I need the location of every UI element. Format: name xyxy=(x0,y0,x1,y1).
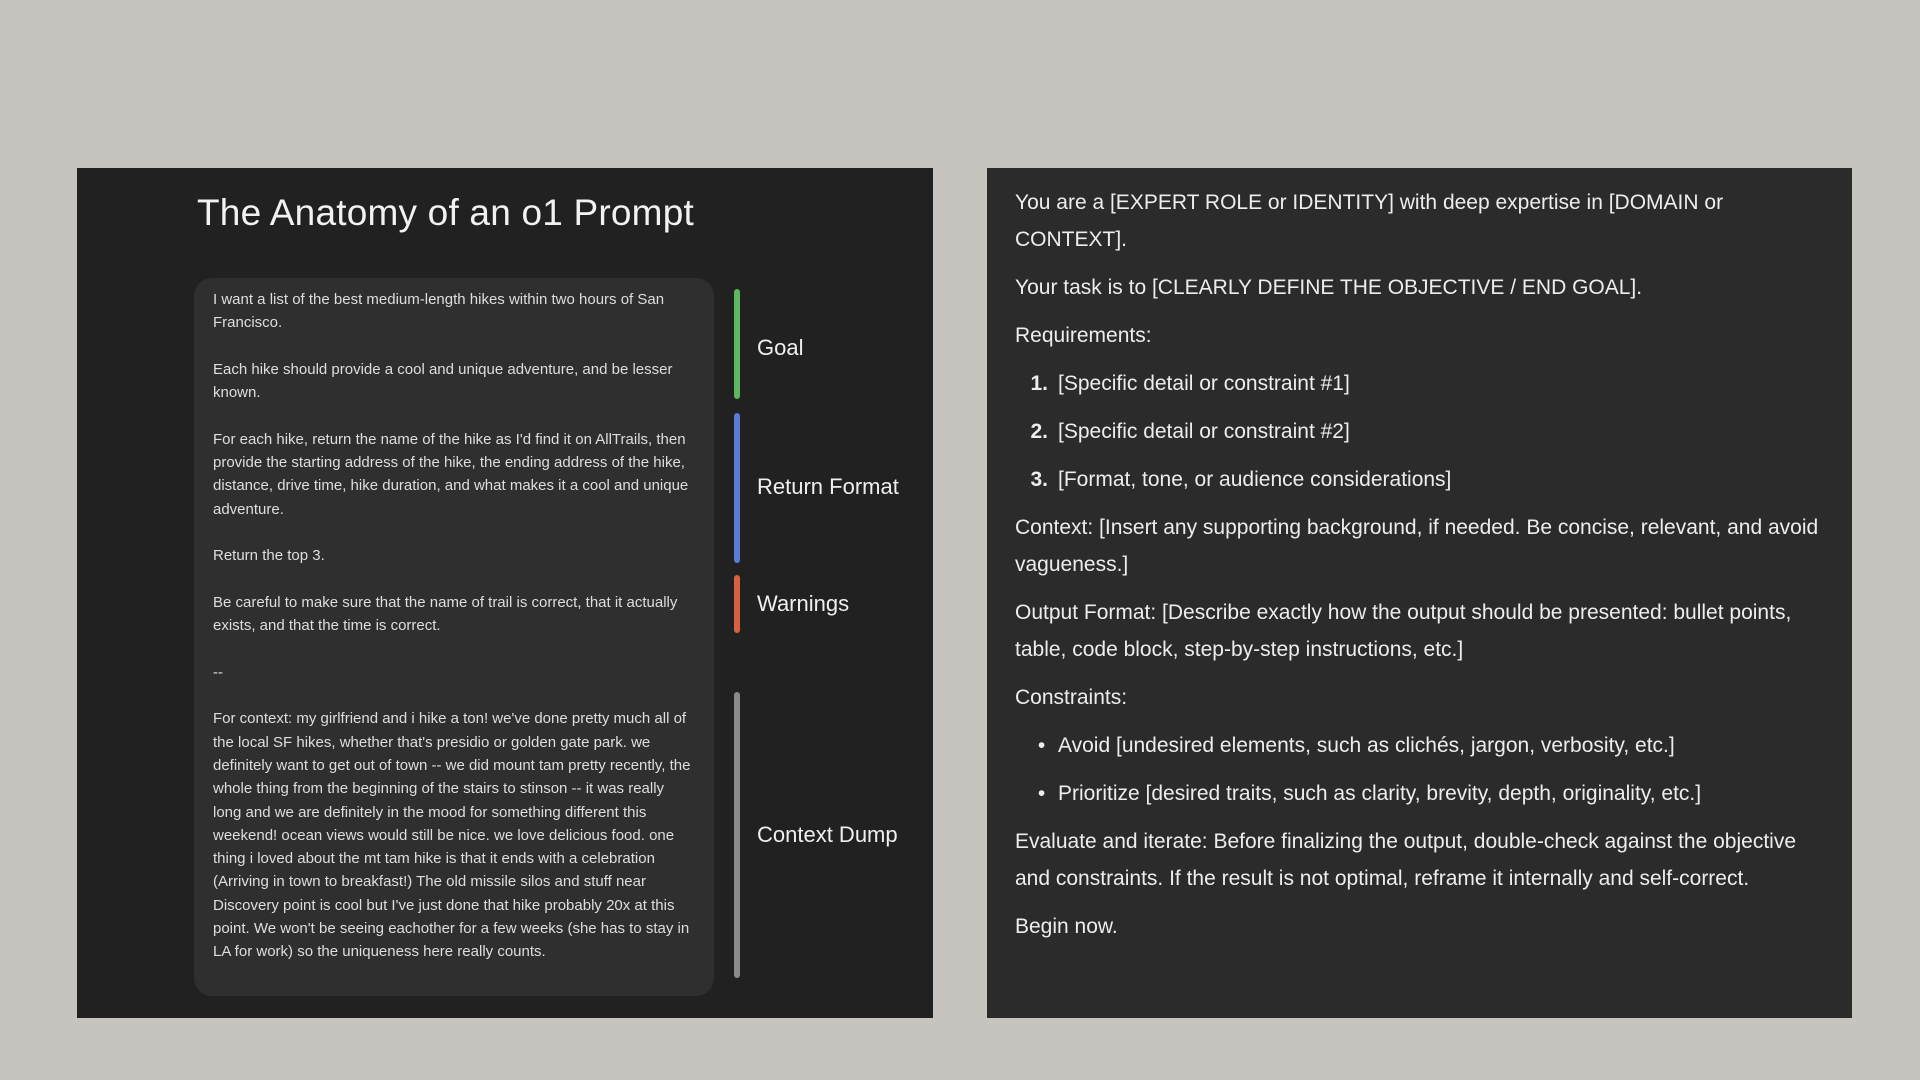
example-prompt-box xyxy=(194,278,714,996)
prompt-warnings: Be careful to make sure that the name of trail is correct, that it actually exists, and that the time is correct. xyxy=(213,593,678,635)
warnings-label: Warnings xyxy=(757,591,850,616)
template-output-format: Output Format: [Describe exactly how the output should be presented: bullet points, table, code block, step-by-step instructions, etc.] xyxy=(1015,601,1792,661)
template-task: Your task is to [CLEARLY DEFINE THE OBJECTIVE / END GOAL]. xyxy=(1015,276,1643,299)
prompt-return-count: Return the top 3. xyxy=(213,547,325,565)
return-format-label: Return Format xyxy=(757,474,899,499)
requirement-item: 1. [Specific detail or constraint #1] xyxy=(1030,372,1350,395)
requirement-item: 2. [Specific detail or constraint #2] xyxy=(1030,420,1350,443)
prompt-separator: -- xyxy=(213,663,223,681)
requirement-item: 3. [Format, tone, or audience considerations] xyxy=(1030,468,1452,491)
goal-indicator-bar xyxy=(734,289,740,399)
constraint-item: • Avoid [undesired elements, such as clichés, jargon, verbosity, etc.] xyxy=(1037,734,1675,757)
template-evaluate: Evaluate and iterate: Before finalizing the output, double-check against the objective and constraints. If the result is not optimal, reframe it internally and self-correct. xyxy=(1015,830,1797,890)
constraint-item: • Prioritize [desired traits, such as clarity, brevity, depth, originality, etc.] xyxy=(1037,782,1702,805)
anatomy-panel xyxy=(77,168,933,1018)
prompt-return-format: For each hike, return the name of the hike as I'd find it on AllTrails, then provide the starting address of the hike, the ending address of the hike, distance, drive time, hike duration, and what makes it a cool and unique adventure. xyxy=(213,430,689,518)
context-dump-label: Context Dump xyxy=(757,822,898,847)
template-context: Context: [Insert any supporting background, if needed. Be concise, relevant, and avoid vagueness.] xyxy=(1015,516,1819,576)
goal-label: Goal xyxy=(757,335,804,360)
context-dump-indicator-bar xyxy=(734,692,740,978)
requirements-list xyxy=(1015,365,1824,498)
requirements-heading: Requirements: xyxy=(1015,324,1152,347)
prompt-template-panel xyxy=(987,168,1852,1018)
prompt-goal-line-2: Each hike should provide a cool and unique adventure, and be lesser known. xyxy=(213,360,673,402)
return-format-indicator-bar xyxy=(734,413,740,563)
template-intro: You are a [EXPERT ROLE or IDENTITY] with deep expertise in [DOMAIN or CONTEXT]. xyxy=(1015,191,1724,251)
constraints-heading: Constraints: xyxy=(1015,686,1128,709)
template-begin: Begin now. xyxy=(1015,915,1118,938)
warnings-indicator-bar xyxy=(734,575,740,633)
prompt-goal-line-1: I want a list of the best medium-length hikes within two hours of San Francisco. xyxy=(213,291,665,332)
page-title: The Anatomy of an o1 Prompt xyxy=(197,192,694,233)
prompt-context-dump: For context: my girlfriend and i hike a ton! we've done pretty much all of the local SF hikes, whether that's presidio or golden gate park. we definitely want to get out of town -- we did mount tam pretty recently, the whole thing from the beginning of the stairs to stinson -- it was really long and we are definitely in the mood for something different this weekend! ocean views would still be nice. we love delicious food. one thing i loved about the mt tam hike is that it ends with a celebration (Arriving in town to breakfast!) The old missile silos and stuff near Discovery point is cool but I've just done that hike probably 20x at this point. We won't be seeing eachother for a few weeks (she has to stay in LA for work) so the uniqueness here really counts. xyxy=(213,710,691,961)
constraints-list xyxy=(1015,727,1824,812)
